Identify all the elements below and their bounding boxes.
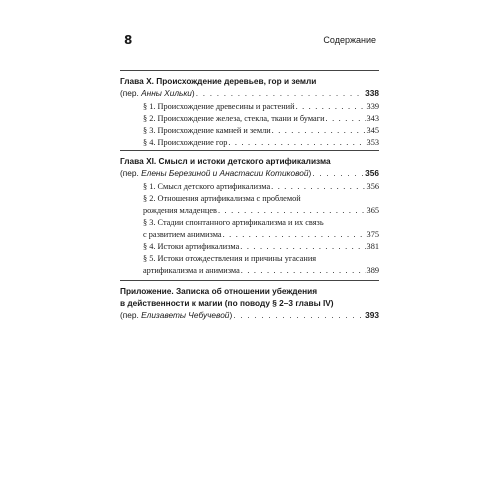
leader-dots [271,181,365,193]
leader-dots [272,125,366,137]
toc-sections [120,101,379,149]
chapter-translator: (пер. Анны Хильки) [120,88,195,98]
leader-dots [296,101,366,113]
toc-section-row [143,113,379,125]
leader-dots [241,265,366,277]
toc-section-row [143,241,379,253]
chapter-divider [120,150,379,151]
section-title: § 4. Происхождение гор [143,138,228,147]
section-page: 339 [366,102,379,111]
section-title: § 2. Происхождение железа, стекла, ткани и бумаги [143,114,325,123]
section-page: 375 [366,230,379,239]
section-page: 365 [366,206,379,215]
appendix-title-line1: Приложение. Записка об отношении убеждения [120,286,318,296]
toc-section-row [143,125,379,137]
chapter-page: 356 [365,168,379,178]
chapter-translator-row [120,309,379,321]
chapter-translator-row [120,87,379,99]
section-title: с развитием анимизма [143,230,222,239]
chapter-page: 393 [365,310,379,320]
appendix-title-line2: в действенности к магии (по поводу § 2–3 главы IV) [120,298,334,308]
chapter-page: 338 [365,88,379,98]
section-title: артификализма и анимизма [143,266,240,275]
leader-dots [218,205,366,217]
section-page: 381 [366,242,379,251]
leader-dots [240,241,365,253]
section-title: § 3. Происхождение камней и земли [143,126,271,135]
chapter-title: Глава XI. Смысл и истоки детского артификализма [120,156,331,166]
toc-section-row [143,205,379,217]
chapter-divider [120,280,379,281]
running-title: Содержание [323,35,376,45]
page-number: 8 [124,33,133,47]
toc-section-row [143,101,379,113]
leader-dots [326,113,366,125]
section-page: 345 [366,126,379,135]
leader-dots [228,137,365,149]
leader-dots [196,87,364,99]
section-title-line: § 2. Отношения артификализма с проблемой [143,194,301,203]
toc-chapter [120,75,379,149]
chapter-translator: (пер. Елизаветы Чебучевой) [120,310,233,320]
toc-sections [120,181,379,277]
section-page: 356 [366,182,379,191]
leader-dots [312,167,364,179]
section-title: § 1. Смысл детского артификализма [143,182,271,191]
chapter-divider [120,70,379,71]
leader-dots [233,309,364,321]
section-title-line: § 3. Стадии спонтанного артификализма и их связь [143,218,324,227]
leader-dots [223,229,366,241]
section-page: 343 [366,114,379,123]
chapter-title: Глава X. Происхождение деревьев, гор и земли [120,76,317,86]
section-title: рождения младенцев [143,206,217,215]
toc-chapter [120,155,379,277]
section-page: 353 [366,138,379,147]
chapter-translator: (пер. Елены Березиной и Анастасии Котиковой) [120,168,312,178]
section-page: 389 [366,266,379,275]
section-title-line: § 5. Истоки отождествления и причины угасания [143,254,317,263]
toc-section-row [143,137,379,149]
section-title: § 4. Истоки артификализма [143,242,240,251]
toc-section-row [143,265,379,277]
section-title: § 1. Происхождение древесины и растений [143,102,295,111]
chapter-translator-row [120,167,379,179]
toc-section-row [143,229,379,241]
toc-section-row [143,181,379,193]
toc-appendix [120,285,379,321]
